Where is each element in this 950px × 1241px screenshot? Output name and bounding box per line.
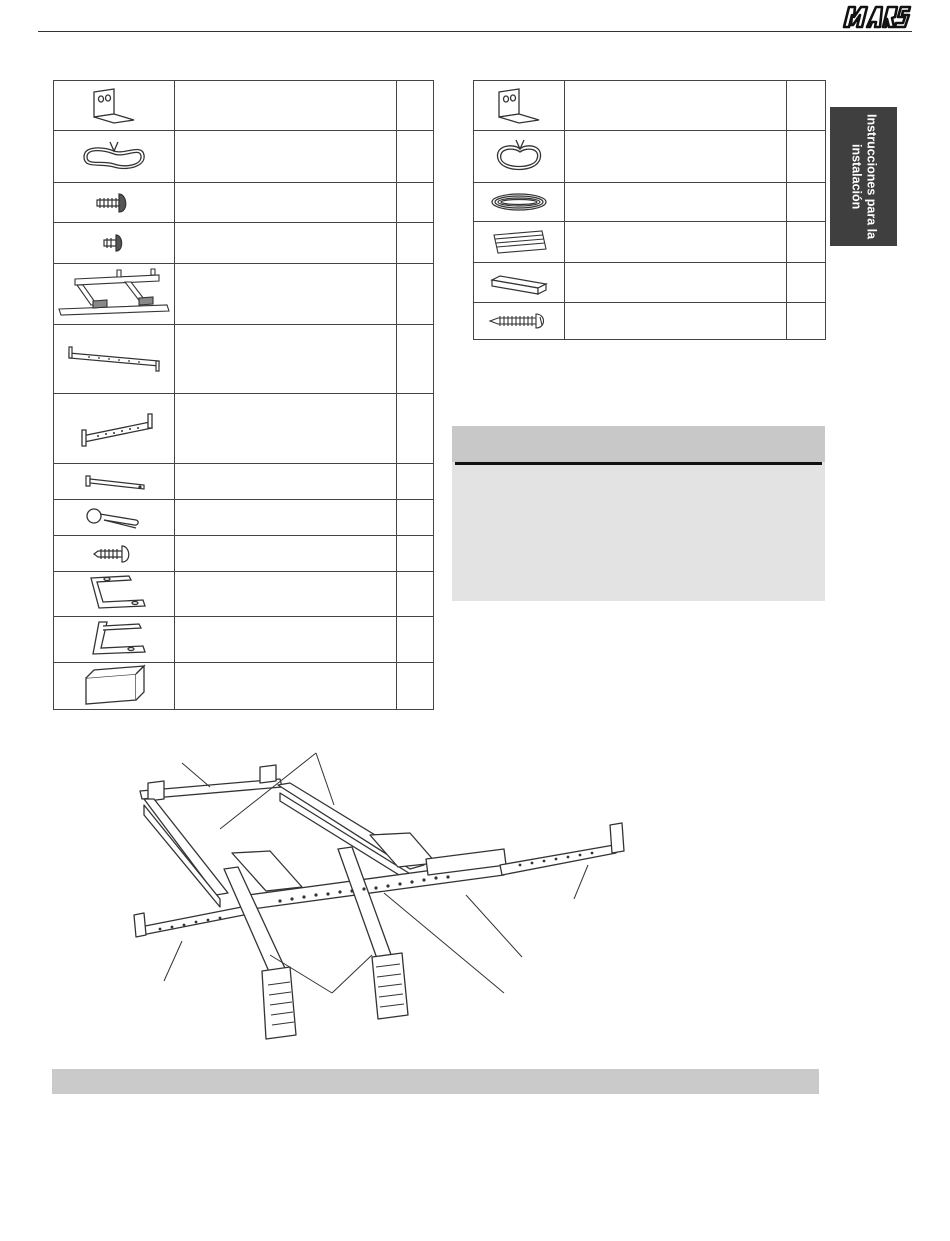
table-row <box>474 222 826 263</box>
table-row <box>54 663 434 710</box>
pin-icon <box>74 470 154 494</box>
part-qty <box>787 81 826 131</box>
part-qty <box>397 264 434 325</box>
part-qty <box>787 222 826 263</box>
part-description <box>175 572 397 617</box>
part-description <box>565 81 787 131</box>
part-qty <box>397 464 434 500</box>
part-qty <box>787 263 826 303</box>
parts-table-left <box>53 80 434 710</box>
table-row <box>54 394 434 464</box>
header-rule <box>38 31 912 32</box>
part-qty <box>397 663 434 710</box>
part-qty <box>397 131 434 183</box>
part-description <box>565 303 787 340</box>
table-row <box>54 536 434 572</box>
part-description <box>175 536 397 572</box>
table-row <box>474 303 826 340</box>
part-description <box>565 263 787 303</box>
part-description <box>175 131 397 183</box>
support-arm-icon <box>64 404 164 454</box>
table-row <box>54 183 434 223</box>
table-row <box>54 131 434 183</box>
adjustable-rail-icon <box>59 339 169 379</box>
part-description <box>175 617 397 663</box>
offset-bracket-icon <box>69 618 159 662</box>
wood-block-icon <box>484 268 554 298</box>
part-qty <box>397 223 434 264</box>
table-row <box>474 183 826 222</box>
sheet-metal-screw-icon <box>84 540 144 568</box>
angle-bracket-icon <box>84 86 144 126</box>
table-row <box>474 263 826 303</box>
part-description <box>175 325 397 394</box>
table-row <box>54 464 434 500</box>
part-description <box>565 183 787 222</box>
table-row <box>54 325 434 394</box>
note-rule <box>455 462 822 465</box>
table-row <box>54 264 434 325</box>
table-row <box>54 223 434 264</box>
cable-tie-icon <box>484 135 554 179</box>
screw-small-icon <box>94 230 134 256</box>
part-qty <box>397 81 434 131</box>
side-tab-label: Instrucciones para la instalación <box>849 113 879 240</box>
table-row <box>54 81 434 131</box>
part-description <box>175 264 397 325</box>
part-qty <box>397 325 434 394</box>
section-bar <box>52 1069 819 1094</box>
parts-table-right <box>473 80 826 340</box>
bracket-assembly-icon <box>120 745 650 1055</box>
shim-stack-icon <box>484 227 554 257</box>
hitch-clip-icon <box>74 504 154 532</box>
mounting-frame-icon <box>55 265 173 323</box>
part-description <box>175 223 397 264</box>
table-row <box>474 81 826 131</box>
part-qty <box>397 536 434 572</box>
table-row <box>54 500 434 536</box>
part-qty <box>397 500 434 536</box>
note-title <box>452 426 825 462</box>
part-description <box>175 183 397 223</box>
part-description <box>175 394 397 464</box>
table-row <box>474 131 826 183</box>
part-description <box>565 131 787 183</box>
part-qty <box>787 131 826 183</box>
offset-bracket-icon <box>69 572 159 616</box>
part-qty <box>397 183 434 223</box>
part-qty <box>397 572 434 617</box>
side-tab <box>830 107 897 246</box>
coil-icon <box>484 187 554 217</box>
channel-box-icon <box>74 664 154 708</box>
wood-screw-icon <box>484 308 554 334</box>
part-description <box>175 663 397 710</box>
screw-large-icon <box>89 188 139 218</box>
cable-tie-icon <box>74 137 154 177</box>
angle-bracket-icon <box>489 86 549 126</box>
note-box <box>452 426 825 601</box>
part-description <box>175 464 397 500</box>
part-description <box>175 81 397 131</box>
part-description <box>565 222 787 263</box>
part-qty <box>787 183 826 222</box>
part-qty <box>787 303 826 340</box>
table-row <box>54 617 434 663</box>
part-qty <box>397 617 434 663</box>
bracket-assembly-figure <box>120 745 650 1055</box>
brand-logo <box>840 3 912 30</box>
table-row <box>54 572 434 617</box>
part-qty <box>397 394 434 464</box>
part-description <box>175 500 397 536</box>
